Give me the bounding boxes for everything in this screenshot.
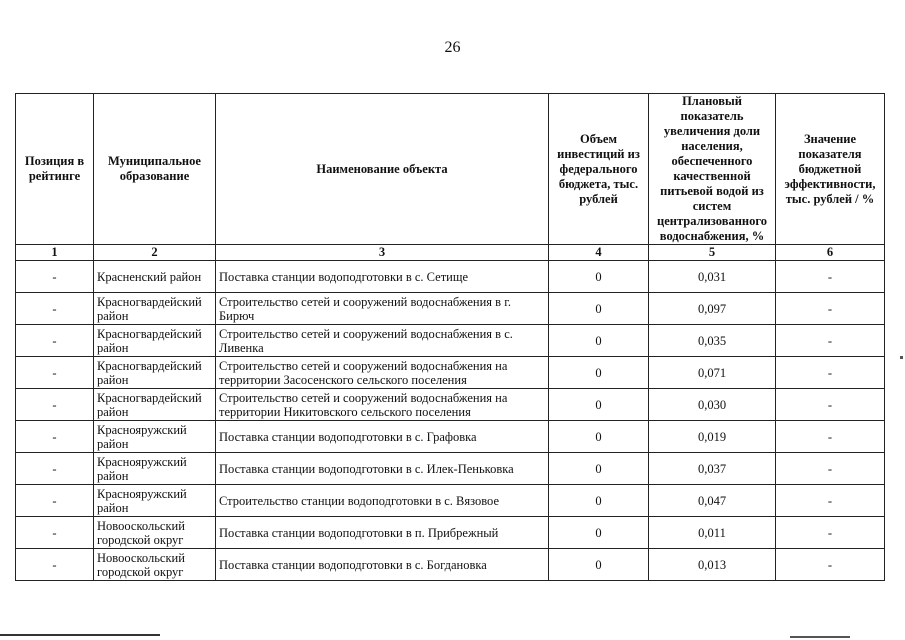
investment-cell: 0 (549, 517, 649, 549)
header-investment: Объем инвестиций из федерального бюджета, тыс. рублей (549, 94, 649, 245)
position-cell: - (16, 485, 94, 517)
page-number: 26 (444, 39, 461, 56)
share-cell: 0,031 (649, 261, 776, 293)
investment-cell: 0 (549, 549, 649, 581)
position-cell: - (16, 293, 94, 325)
share-cell: 0,035 (649, 325, 776, 357)
investment-cell: 0 (549, 453, 649, 485)
header-share: Плановый показатель увеличения доли населения, обеспеченного качественной питьевой водой из систем централизованного водоснабжения, % (649, 94, 776, 245)
object-cell: Строительство сетей и сооружений водоснабжения в с. Ливенка (216, 325, 549, 357)
position-cell: - (16, 549, 94, 581)
municipality-cell: Красногвардейский район (94, 389, 216, 421)
object-cell: Строительство сетей и сооружений водоснабжения в г. Бирюч (216, 293, 549, 325)
share-cell: 0,037 (649, 453, 776, 485)
rating-table (15, 93, 885, 581)
investment-cell: 0 (549, 485, 649, 517)
investment-cell: 0 (549, 261, 649, 293)
efficiency-cell: - (776, 389, 885, 421)
efficiency-cell: - (776, 357, 885, 389)
municipality-cell: Краснояружский район (94, 485, 216, 517)
header-efficiency: Значение показателя бюджетной эффективности, тыс. рублей / % (776, 94, 885, 245)
investment-cell: 0 (549, 293, 649, 325)
column-number: 3 (216, 245, 549, 261)
object-cell: Строительство сетей и сооружений водоснабжения на территории Засосенского сельского поселения (216, 357, 549, 389)
municipality-cell: Новооскольский городской округ (94, 549, 216, 581)
object-cell: Строительство сетей и сооружений водоснабжения на территории Никитовского сельского поселения (216, 389, 549, 421)
position-cell: - (16, 389, 94, 421)
column-number-row (16, 245, 885, 261)
column-number: 5 (649, 245, 776, 261)
share-cell: 0,047 (649, 485, 776, 517)
object-cell: Поставка станции водоподготовки в с. Богдановка (216, 549, 549, 581)
position-cell: - (16, 453, 94, 485)
share-cell: 0,019 (649, 421, 776, 453)
header-row (16, 94, 885, 245)
object-cell: Поставка станции водоподготовки в с. Сетище (216, 261, 549, 293)
header-position: Позиция в рейтинге (16, 94, 94, 245)
investment-cell: 0 (549, 325, 649, 357)
table-row (16, 421, 885, 453)
municipality-cell: Красногвардейский район (94, 357, 216, 389)
share-cell: 0,030 (649, 389, 776, 421)
investment-cell: 0 (549, 357, 649, 389)
municipality-cell: Краснояружский район (94, 453, 216, 485)
share-cell: 0,071 (649, 357, 776, 389)
table-row (16, 389, 885, 421)
header-object: Наименование объекта (216, 94, 549, 245)
efficiency-cell: - (776, 549, 885, 581)
table-row (16, 293, 885, 325)
efficiency-cell: - (776, 517, 885, 549)
object-cell: Поставка станции водоподготовки в п. Прибрежный (216, 517, 549, 549)
table-row (16, 325, 885, 357)
municipality-cell: Краснояружский район (94, 421, 216, 453)
efficiency-cell: - (776, 261, 885, 293)
object-cell: Строительство станции водоподготовки в с. Вязовое (216, 485, 549, 517)
efficiency-cell: - (776, 485, 885, 517)
investment-cell: 0 (549, 389, 649, 421)
efficiency-cell: - (776, 293, 885, 325)
table-row (16, 485, 885, 517)
object-cell: Поставка станции водоподготовки в с. Графовка (216, 421, 549, 453)
efficiency-cell: - (776, 421, 885, 453)
position-cell: - (16, 261, 94, 293)
table-row (16, 357, 885, 389)
position-cell: - (16, 421, 94, 453)
efficiency-cell: - (776, 453, 885, 485)
municipality-cell: Красненский район (94, 261, 216, 293)
municipality-cell: Красногвардейский район (94, 293, 216, 325)
municipality-cell: Новооскольский городской округ (94, 517, 216, 549)
column-number: 6 (776, 245, 885, 261)
municipality-cell: Красногвардейский район (94, 325, 216, 357)
position-cell: - (16, 357, 94, 389)
efficiency-cell: - (776, 325, 885, 357)
position-cell: - (16, 517, 94, 549)
scan-artifact (900, 356, 903, 359)
share-cell: 0,097 (649, 293, 776, 325)
column-number: 2 (94, 245, 216, 261)
share-cell: 0,011 (649, 517, 776, 549)
table-row (16, 549, 885, 581)
table-row (16, 261, 885, 293)
share-cell: 0,013 (649, 549, 776, 581)
table-row (16, 453, 885, 485)
position-cell: - (16, 325, 94, 357)
column-number: 4 (549, 245, 649, 261)
column-number: 1 (16, 245, 94, 261)
scan-artifact (790, 636, 850, 638)
header-municipality: Муниципальное образование (94, 94, 216, 245)
object-cell: Поставка станции водоподготовки в с. Илек-Пеньковка (216, 453, 549, 485)
scan-artifact (0, 634, 160, 636)
table-row (16, 517, 885, 549)
investment-cell: 0 (549, 421, 649, 453)
